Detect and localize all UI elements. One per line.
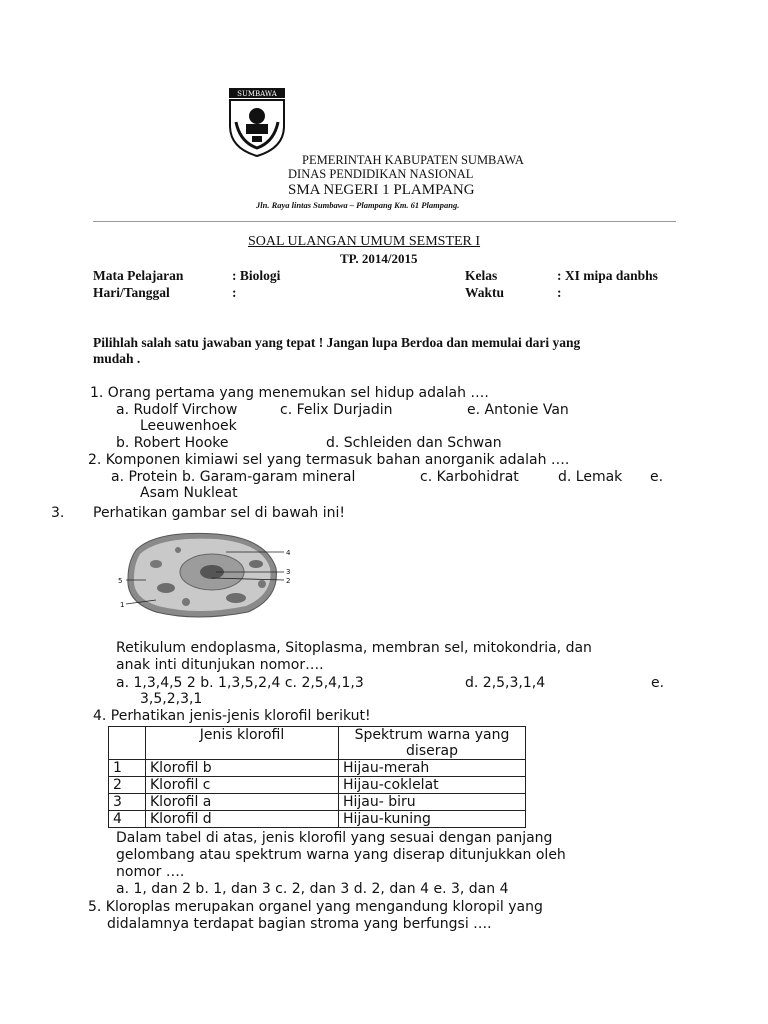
col-jenis-header: Jenis klorofil: [146, 727, 339, 760]
cell-label-4: 4: [286, 549, 291, 557]
time-value: :: [557, 285, 562, 300]
row-no: 2: [109, 777, 146, 794]
school-name: SMA NEGERI 1 PLAMPANG: [288, 182, 475, 198]
q4-text-1: Dalam tabel di atas, jenis klorofil yang sesuai dengan panjang: [116, 830, 553, 846]
row-spektrum: Hijau-coklelat: [339, 777, 526, 794]
table-row: [109, 760, 526, 777]
table-row: [109, 811, 526, 828]
date-value: :: [232, 285, 237, 300]
table-row: [109, 794, 526, 811]
row-spektrum: Hijau- biru: [339, 794, 526, 811]
q1-option-e: e. Antonie Van: [467, 402, 569, 418]
col-spektrum-header-line-1: Spektrum warna yang: [354, 727, 510, 743]
cell-diagram: [116, 528, 296, 620]
col-spektrum-header-line-2: diserap: [406, 743, 458, 759]
school-address: Jln. Raya lintas Sumbawa – Plampang Km. 61 Plampang.: [256, 200, 460, 210]
q2-option-c: c. Karbohidrat: [420, 469, 519, 485]
cell-label-3: 3: [286, 568, 291, 576]
q3-number: 3.: [51, 505, 65, 521]
row-jenis: Klorofil d: [146, 811, 339, 828]
subject-value: : Biologi: [232, 268, 281, 283]
q3-stem: Perhatikan gambar sel di bawah ini!: [93, 505, 345, 521]
col-no-header: [109, 727, 146, 760]
col-spektrum-header: [339, 727, 526, 760]
exam-year: TP. 2014/2015: [340, 251, 418, 266]
q3-options: a. 1,3,4,5 2 b. 1,3,5,2,4 c. 2,5,4,1,3: [116, 675, 364, 691]
q5-stem: 5. Kloroplas merupakan organel yang mengandung kloropil yang: [88, 899, 543, 915]
row-no: 3: [109, 794, 146, 811]
q4-text-3: nomor ….: [116, 864, 185, 880]
q4-text-2: gelombang atau spektrum warna yang diserap ditunjukkan oleh: [116, 847, 566, 863]
header-divider: [93, 221, 676, 222]
row-jenis: Klorofil b: [146, 760, 339, 777]
q2-stem: 2. Komponen kimiawi sel yang termasuk bahan anorganik adalah ….: [88, 452, 570, 468]
q3-text-2: anak inti ditunjukan nomor….: [116, 657, 324, 673]
time-label: Waktu: [465, 285, 505, 300]
row-spektrum: Hijau-merah: [339, 760, 526, 777]
class-value: : XI mipa danbhs: [557, 268, 658, 283]
q1-option-e-cont: Leeuwenhoek: [140, 418, 237, 434]
q5-text-2: didalamnya terdapat bagian stroma yang berfungsi ….: [107, 916, 492, 932]
q1-option-a: a. Rudolf Virchow: [116, 402, 238, 418]
q3-option-d: d. 2,5,3,1,4: [465, 675, 546, 691]
q3-option-e-cont: 3,5,2,3,1: [140, 691, 203, 707]
subject-label: Mata Pelajaran: [93, 268, 184, 283]
cell-label-2: 2: [286, 577, 291, 585]
cell-label-1: 1: [120, 601, 125, 609]
q2-option-d: d. Lemak: [558, 469, 623, 485]
table-row: [109, 777, 526, 794]
instruction-line-2: mudah .: [93, 351, 141, 366]
q2-option-e-cont: Asam Nukleat: [140, 485, 238, 501]
row-no: 1: [109, 760, 146, 777]
q4-stem: 4. Perhatikan jenis-jenis klorofil berikut!: [93, 708, 371, 724]
q4-options: a. 1, dan 2 b. 1, dan 3 c. 2, dan 3 d. 2, dan 4 e. 3, dan 4: [116, 881, 509, 897]
header-line-2: DINAS PENDIDIKAN NASIONAL: [288, 167, 474, 181]
exam-title: SOAL ULANGAN UMUM SEMSTER I: [248, 234, 481, 249]
class-label: Kelas: [465, 268, 498, 283]
cell-label-5: 5: [118, 577, 123, 585]
row-jenis: Klorofil c: [146, 777, 339, 794]
q3-option-e: e.: [651, 675, 665, 691]
q1-stem: 1. Orang pertama yang menemukan sel hidup adalah ….: [90, 385, 489, 401]
row-no: 4: [109, 811, 146, 828]
school-logo: [226, 86, 288, 158]
instruction-line-1: Pilihlah salah satu jawaban yang tepat ! Jangan lupa Berdoa dan memulai dari yang: [93, 335, 581, 350]
header-line-1: PEMERINTAH KABUPATEN SUMBAWA: [302, 153, 524, 167]
q1-option-b: b. Robert Hooke: [116, 435, 229, 451]
q1-option-d: d. Schleiden dan Schwan: [326, 435, 502, 451]
q3-text-1: Retikulum endoplasma, Sitoplasma, membran sel, mitokondria, dan: [116, 640, 592, 656]
q2-option-e: e.: [650, 469, 664, 485]
logo-text: SUMBAWA: [237, 90, 277, 98]
q1-option-c: c. Felix Durjadin: [280, 402, 393, 418]
table-header-row: [109, 727, 526, 760]
row-jenis: Klorofil a: [146, 794, 339, 811]
chlorophyll-table: [108, 726, 526, 828]
row-spektrum: Hijau-kuning: [339, 811, 526, 828]
date-label: Hari/Tanggal: [93, 285, 170, 300]
q2-option-ab: a. Protein b. Garam-garam mineral: [111, 469, 356, 485]
